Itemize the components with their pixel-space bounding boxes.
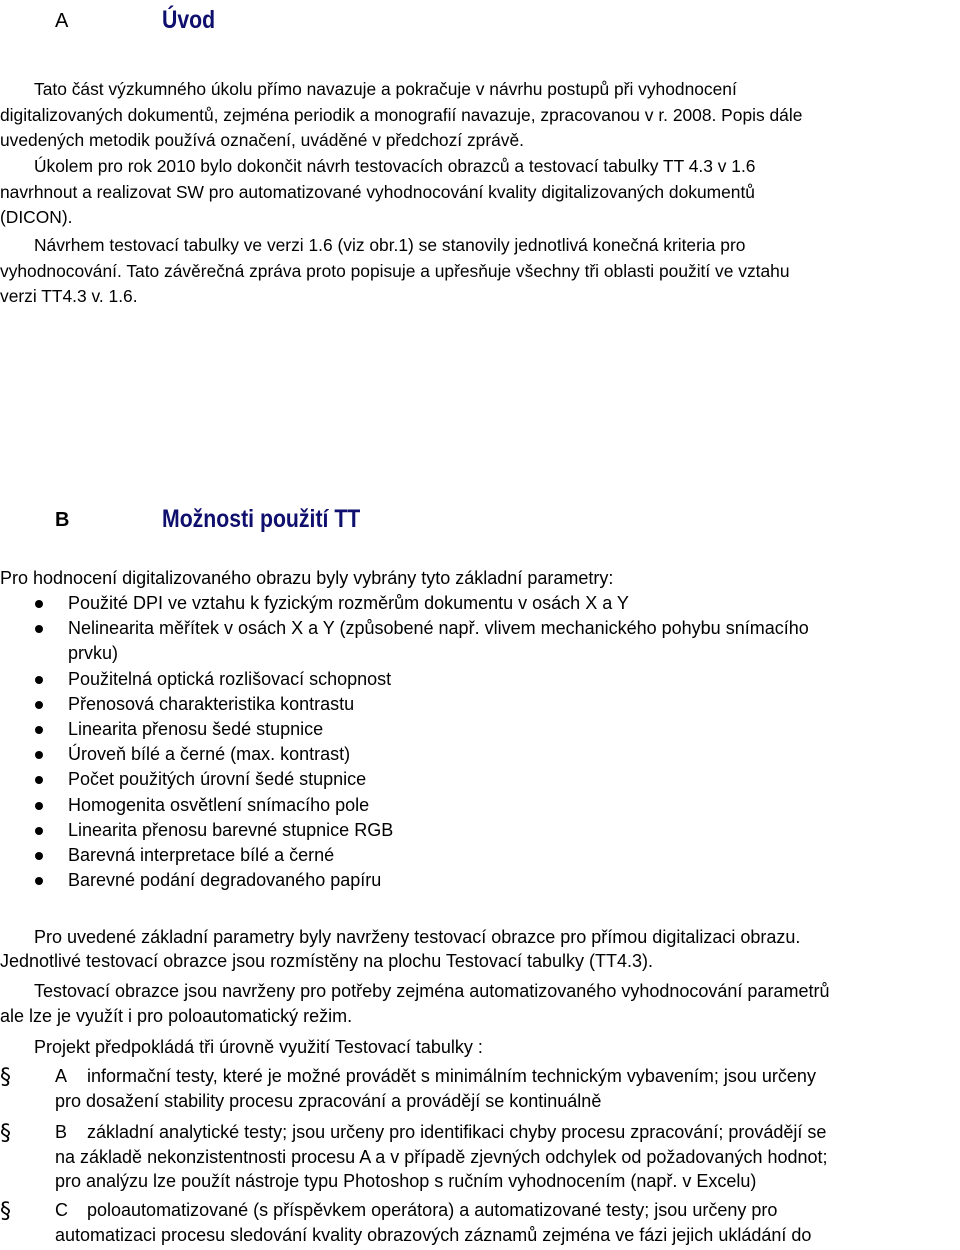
level-line-text: informační testy, které je možné provádět s minimálním technickým vybavením; jsou určeny: [87, 1066, 816, 1086]
paragraph-line: Pro uvedené základní parametry byly navrženy testovací obrazce pro přímou digitalizaci obrazu.: [34, 927, 801, 947]
level-text: [55, 1064, 955, 1113]
paragraph-line: digitalizovaných dokumentů, zejména periodik a monografií navazuje, zpracovanou v r. 2008. Popis dále: [0, 104, 803, 125]
list-item-text: Barevná interpretace bílé a černé: [68, 845, 335, 866]
list-item-text: Nelinearita měřítek v osách X a Y (způsobené např. vlivem mechanického pohybu snímacího: [68, 618, 809, 639]
paragraph-line: navrhnout a realizovat SW pro automatizované vyhodnocování kvality digitalizovaných dokumentů: [0, 181, 755, 202]
list-item-text: prvku): [68, 643, 119, 664]
level-line: automatizaci procesu sledování kvality obrazových záznamů zejména ve fázi jejich ukládání do: [55, 1224, 812, 1245]
paragraph-line: Úkolem pro rok 2010 bylo dokončit návrh testovacích obrazců a testovací tabulky TT 4.3 v 1.6: [34, 156, 756, 176]
paragraph-line: Projekt předpokládá tři úrovně využití Testovací tabulky :: [34, 1037, 483, 1057]
paragraph-line: Jednotlivé testovací obrazce jsou rozmístěny na plochu Testovací tabulky (TT4.3).: [0, 951, 653, 971]
list-item-text: Linearita přenosu šedé stupnice: [68, 719, 324, 740]
list-item-text: Počet použitých úrovní šedé stupnice: [68, 769, 367, 790]
list-item-text: Použité DPI ve vztahu k fyzickým rozměrům dokumentu v osách X a Y: [68, 593, 629, 613]
level-text: [55, 1120, 955, 1194]
intro-text: Pro hodnocení digitalizovaného obrazu byly vybrány tyto základní parametry:: [0, 568, 614, 588]
level-text: [55, 1198, 955, 1247]
list-item-text: Linearita přenosu barevné stupnice RGB: [68, 819, 394, 840]
section-sign-icon: §: [0, 1065, 11, 1090]
section-b-letter: B: [55, 509, 70, 531]
level-line: [55, 1120, 955, 1145]
section-sign-icon: §: [0, 1199, 11, 1224]
level-line: [55, 1198, 955, 1223]
list-item-text: Úroveň bílé a černé (max. kontrast): [68, 744, 351, 765]
paragraph-line: Testovací obrazce jsou navrženy pro potřeby zejména automatizovaného vyhodnocování parametrů: [34, 981, 830, 1001]
level-line: [55, 1064, 955, 1089]
section-sign-icon: §: [0, 1121, 11, 1146]
level-line: pro analýzu lze použít nástroje typu Photoshop s ručním vyhodnocením (např. v Excelu): [55, 1171, 757, 1191]
paragraph-line: uvedených metodik používá označení, uváděné v předchozí zprávě.: [0, 130, 524, 151]
list-item-text: Použitelná optická rozlišovací schopnost: [68, 668, 392, 689]
level-line: pro dosažení stability procesu zpracování a provádějí se kontinuálně: [55, 1090, 602, 1111]
paragraph-line: verzi TT4.3 v. 1.6.: [0, 286, 138, 307]
list-item-text: Přenosová charakteristika kontrastu: [68, 693, 355, 714]
paragraph-line: ale lze je využít i pro poloautomatický režim.: [0, 1005, 353, 1026]
paragraph-line: Návrhem testovací tabulky ve verzi 1.6 (viz obr.1) se stanovily jednotlivá konečná kriteria pro: [34, 235, 746, 255]
level-line-text: poloautomatizované (s příspěvkem operátora) a automatizované testy; jsou určeny pro: [87, 1200, 778, 1220]
list-item-text: Barevné podání degradovaného papíru: [68, 870, 382, 891]
level-line: na základě nekonzistentnosti procesu A a v případě zjevných odchylek od požadovaných hodnot;: [55, 1146, 828, 1167]
list-item-text: Homogenita osvětlení snímacího pole: [68, 794, 370, 815]
paragraph-line: vyhodnocování. Tato závěrečná zpráva proto popisuje a upřesňuje všechny tři oblasti použití ve vztahu: [0, 260, 790, 281]
level-code: C: [55, 1200, 68, 1220]
paragraph-line: Tato část výzkumného úkolu přímo navazuje a pokračuje v návrhu postupů při vyhodnocení: [34, 79, 737, 99]
level-line-text: základní analytické testy; jsou určeny pro identifikaci chyby procesu zpracování; provádějí se: [87, 1122, 827, 1142]
section-a-letter: A: [55, 10, 69, 32]
level-code: A: [55, 1066, 68, 1086]
paragraph-line: (DICON).: [0, 207, 73, 228]
section-b-title: Možnosti použití TT: [162, 505, 361, 533]
level-code: B: [55, 1122, 68, 1142]
section-a-title: Úvod: [162, 6, 216, 34]
